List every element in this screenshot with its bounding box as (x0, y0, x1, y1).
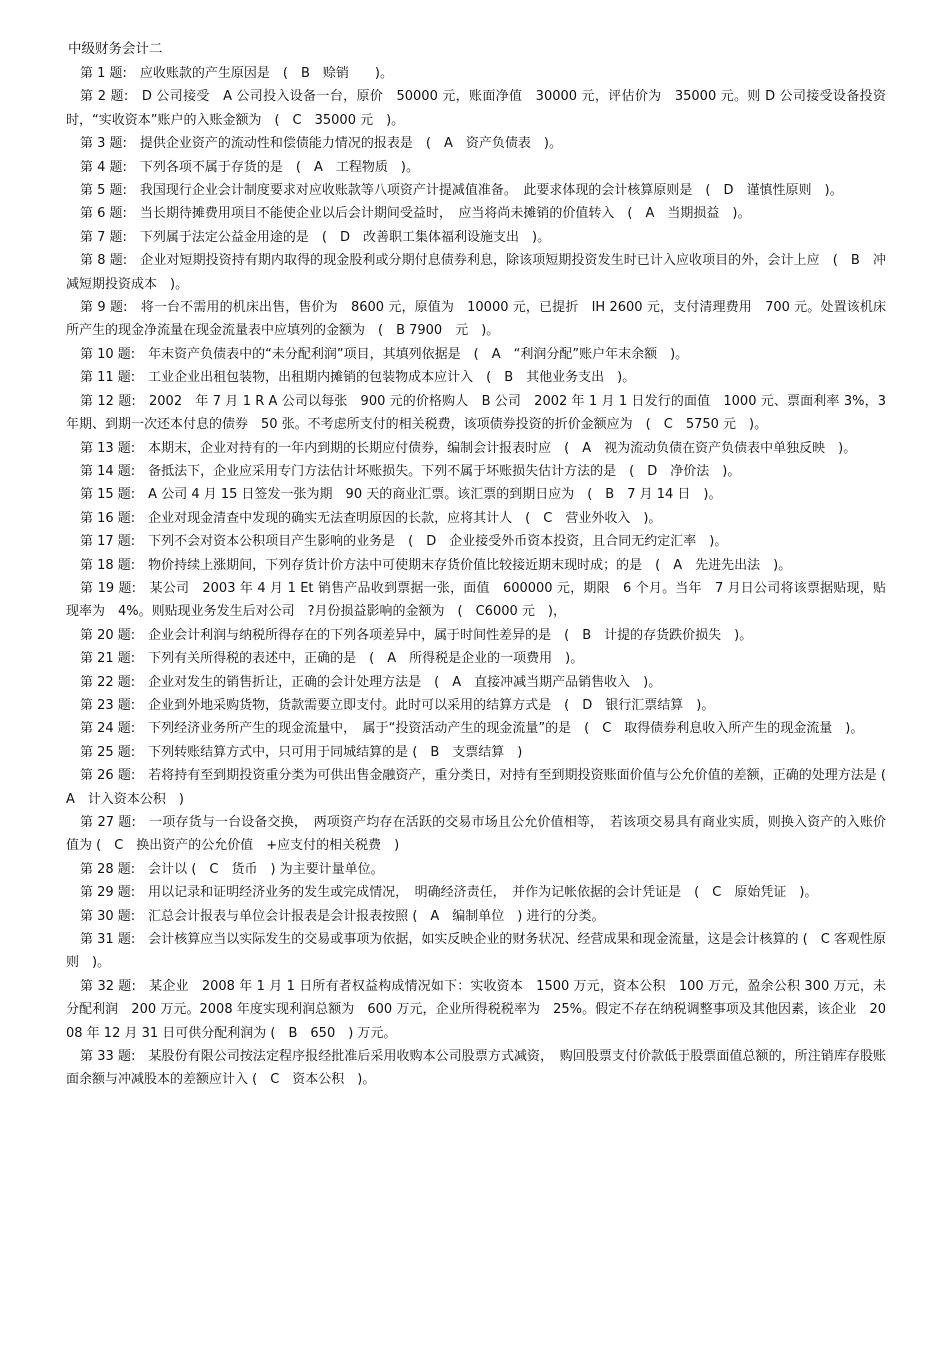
question-item: 第 19 题: 某公司 2003 年 4 月 1 Et 销售产品收到票据一张，面值 600000 元，期限 6 个月。当年 7 月日公司将该票据贴现，贴现率为 4%。则贴现业务发生后对公司 ?月份损益影响的金额为 ( C6000 元 )， (66, 580, 886, 620)
question-list (66, 62, 900, 1092)
question-item: 第 7 题: 下列属于法定公益金用途的是 ( D 改善职工集体福利设施支出 )。 (80, 229, 551, 245)
question-item: 第 18 题: 物价持续上涨期间，下列存货计价方法中可使期末存货价值比较接近期末现时成；的是 ( A 先进先出法 )。 (80, 557, 792, 573)
question-item: 第 10 题: 年末资产负债表中的“未分配利润”项目，其填列依据是 ( A “利润分配”账户年末余额 )。 (80, 346, 689, 362)
question-item: 第 14 题: 备抵法下，企业应采用专门方法估计坏账损失。下列不属于坏账损失估计方法的是 ( D 净价法 )。 (80, 463, 741, 479)
question-item: 第 25 题: 下列转账结算方式中，只可用于同城结算的是 ( B 支票结算 ) (80, 744, 523, 760)
question-item: 第 1 题: 应收账款的产生原因是 ( B 赊销 )。 (80, 66, 393, 81)
question-item: 第 15 题: A 公司 4 月 15 日签发一张为期 90 天的商业汇票。该汇票的到期日应为 ( B 7 月 14 日 )。 (80, 487, 722, 503)
question-item: 第 3 题: 提供企业资产的流动性和偿债能力情况的报表是 ( A 资产负债表 )。 (80, 136, 562, 152)
question-item: 第 33 题: 某股份有限公司按法定程序报经批准后采用收购本公司股票方式减资， 购回股票支付价款低于股票面值总额的，所注销库存股账面余额与冲减股本的差额应计入 ( C 资本公积 )。 (66, 1049, 886, 1088)
question-item: 第 9 题: 将一台不需用的机床出售，售价为 8600 元，原值为 10000 元，已提折 IH 2600 元，支付清理费用 700 元。处置该机床所产生的现金净流量在现金流量表中应填列的金额为 ( B 7900 元 )。 (66, 300, 886, 339)
question-item: 第 28 题: 会计以 ( C 货币 ) 为主要计量单位。 (80, 861, 384, 877)
question-item: 第 24 题: 下列经济业务所产生的现金流量中， 属于“投资活动产生的现金流量”的是 ( C 取得债券利息收入所产生的现金流量 )。 (80, 721, 864, 737)
question-item: 第 13 题: 本期末，企业对持有的一年内到期的长期应付债券，编制会计报表时应 ( A 视为流动负债在资产负债表中单独反映 )。 (80, 440, 857, 456)
question-item: 第 26 题: 若将持有至到期投资重分类为可供出售金融资产，重分类日，对持有至到期投资账面价值与公允价值的差额，正确的处理方法是 ( A 计入资本公积 ) (66, 768, 900, 807)
question-item: 第 27 题: 一项存货与一台设备交换， 两项资产均存在活跃的交易市场且公允价值相等， 若该项交易具有商业实质，则换入资产的入账价值为 ( C 换出资产的公允价值 +应支付的相关税费 ) (66, 815, 886, 854)
question-item: 第 4 题: 下列各项不属于存货的是 ( A 工程物质 )。 (80, 159, 419, 175)
question-item: 第 32 题: 某企业 2008 年 1 月 1 日所有者权益构成情况如下：实收资本 1500 万元，资本公积 100 万元，盈余公积 300 万元，未分配利润 200 万元。2008 年度实现利润总额为 600 万元，企业所得税税率为 25%。假定不存在纳税调整事项及其他因素，该企业 2008 年 12 月 31 日可供分配利润为 ( B 650 ) 万元。 (66, 978, 886, 1041)
question-item: 第 2 题: D 公司接受 A 公司投入设备一台，原价 50000 元，账面净值 30000 元，评估价为 35000 元。则 D 公司接受设备投资时，“实收资本”账户的入账金额为 ( C 35000 元 )。 (66, 89, 886, 128)
document-title: 中级财务会计二 (68, 41, 163, 57)
question-item: 第 5 题: 我国现行企业会计制度要求对应收账款等八项资产计提减值准备。 此要求体现的会计核算原则是 ( D 谨慎性原则 )。 (80, 183, 843, 199)
question-item: 第 23 题: 企业到外地采购货物，货款需要立即支付。此时可以采用的结算方式是 ( D 银行汇票结算 )。 (80, 697, 715, 713)
question-item: 第 29 题: 用以记录和证明经济业务的发生或完成情况， 明确经济责任， 并作为记帐依据的会计凭证是 ( C 原始凭证 )。 (80, 885, 818, 901)
question-item: 第 8 题: 企业对短期投资持有期内取得的现金股利或分期付息债券利息，除该项短期投资发生时已计入应收项目的外，会计上应 ( B 冲减短期投资成本 )。 (66, 253, 886, 292)
question-item: 第 16 题: 企业对现金清查中发现的确实无法查明原因的长款，应将其计人 ( C 营业外收入 )。 (80, 510, 662, 526)
question-item: 第 11 题: 工业企业出租包装物，出租期内摊销的包装物成本应计入 ( B 其他业务支出 )。 (80, 370, 636, 386)
question-item: 第 22 题: 企业对发生的销售折让，正确的会计处理方法是 ( A 直接冲减当期产品销售收入 )。 (80, 674, 662, 690)
question-item: 第 30 题: 汇总会计报表与单位会计报表是会计报表按照 ( A 编制单位 ) 进行的分类。 (80, 908, 605, 924)
question-item: 第 17 题: 下列不会对资本公积项目产生影响的业务是 ( D 企业接受外币资本投资，且合同无约定汇率 )。 (80, 534, 728, 550)
question-item: 第 6 题: 当长期待摊费用项目不能使企业以后会计期间受益时， 应当将尚未摊销的价值转入 ( A 当期损益 )。 (80, 206, 751, 222)
question-item: 第 21 题: 下列有关所得税的表述中，正确的是 ( A 所得税是企业的一项费用 )。 (80, 651, 584, 667)
question-item: 第 31 题: 会计核算应当以实际发生的交易或事项为依据，如实反映企业的财务状况、经营成果和现金流量，这是会计核算的 ( C 客观性原则 )。 (66, 932, 886, 971)
question-item: 第 12 题: 2002 年 7 月 1 R A 公司以每张 900 元的价格购人 B 公司 2002 年 1 月 1 日发行的面值 1000 元、票面利率 3%，3 年期、到期一次还本付息的债券 50 张。不考虑所支付的相关税费，该项债券投资的折价金额应为 ( C 5750 元 )。 (66, 393, 886, 433)
question-item: 第 20 题: 企业会计利润与纳税所得存在的下列各项差异中，属于时间性差异的是 ( B 计提的存货跌价损失 )。 (80, 627, 753, 643)
